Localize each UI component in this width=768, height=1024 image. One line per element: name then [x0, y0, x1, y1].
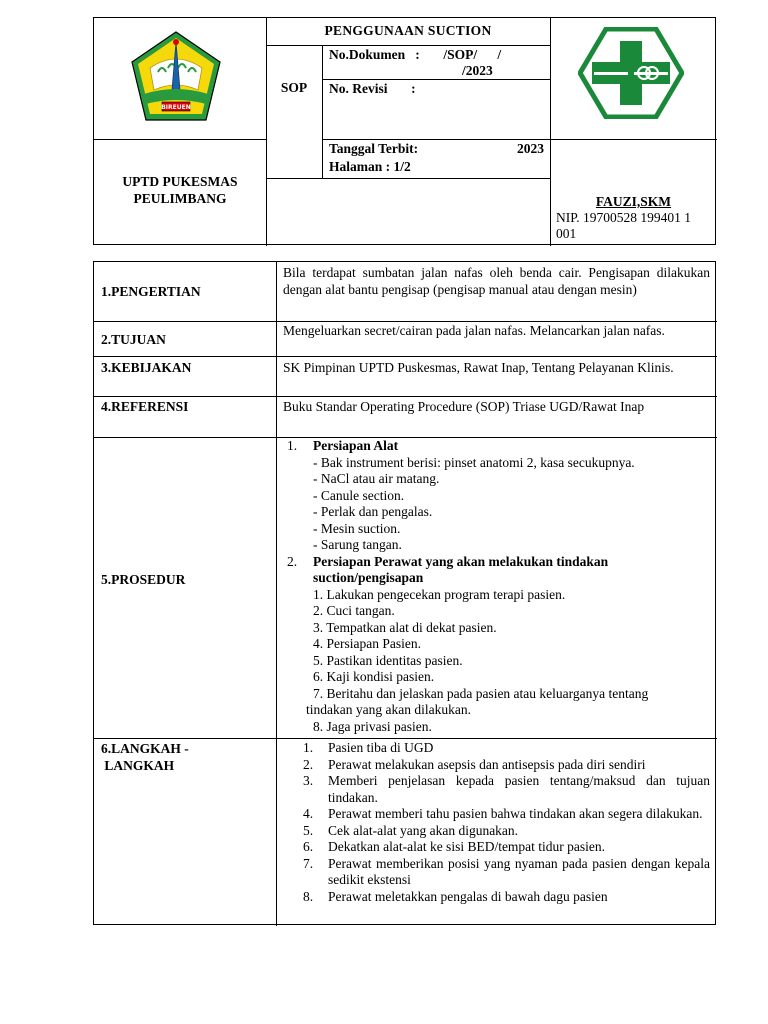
- step-number: 3.: [303, 773, 314, 788]
- step-number: 7.: [303, 855, 314, 871]
- prosedur-group-2: [283, 554, 713, 587]
- prosedur-group-1: [283, 438, 713, 455]
- list-item: 1. Lakukan pengecekan program terapi pasien.: [313, 586, 566, 602]
- langkah-label: [101, 741, 271, 774]
- list-item: 3. Tempatkan alat di dekat pasien.: [313, 619, 497, 635]
- langkah-steps: [283, 740, 710, 905]
- puskesmas-cross-logo-icon: [578, 27, 684, 119]
- document-header-table: [93, 17, 716, 245]
- list-item: 7. Beritahu dan jelaskan pada pasien atau keluarganya tentang: [313, 685, 649, 701]
- step-text: Perawat melakukan asepsis dan antisepsis pada diri sendiri: [328, 756, 646, 772]
- organization-name: [94, 174, 266, 207]
- step-text: Perawat memberikan posisi yang nyaman pada pasien dengan kepala sedikit ekstensi: [328, 855, 710, 887]
- step-number: 4.: [303, 806, 314, 821]
- langkah-label-line-2: LANGKAH: [101, 757, 175, 773]
- list-item: - Sarung tangan.: [313, 537, 402, 552]
- step-number: 2.: [303, 756, 314, 772]
- referensi-text: Buku Standar Operating Procedure (SOP) Triase UGD/Rawat Inap: [283, 399, 645, 414]
- step-row: [283, 740, 710, 757]
- step-row: [283, 839, 710, 856]
- list-item: - Perlak dan pengalas.: [313, 504, 433, 519]
- document-title: PENGGUNAAN SUCTION: [324, 23, 492, 38]
- step-text: Dekatkan alat-alat ke sisi BED/tempat tidur pasien.: [328, 839, 606, 854]
- referensi-label: 4.REFERENSI: [101, 399, 189, 414]
- step-number: 5.: [303, 822, 314, 838]
- signer-nip-line-1: NIP. 19700528 199401 1: [556, 210, 692, 225]
- step-text: Perawat memberi tahu pasien bahwa tindakan akan segera dilakukan.: [328, 806, 703, 821]
- step-row: [283, 823, 710, 840]
- list-item: - NaCl atau air matang.: [313, 471, 440, 486]
- signer-nip-line-2: 001: [556, 226, 577, 241]
- revision-number: No. Revisi :: [329, 81, 416, 96]
- list-item: 6. Kaji kondisi pasien.: [313, 669, 435, 684]
- step-number: 1.: [303, 740, 314, 755]
- list-item: 8. Jaga privasi pasien.: [313, 718, 432, 734]
- prosedur-group-1-number: 1.: [287, 438, 298, 453]
- prosedur-label: 5.PROSEDUR: [101, 572, 186, 587]
- sop-content-table: [93, 261, 716, 925]
- organization-line-2: PEULIMBANG: [133, 190, 227, 206]
- issue-date-label: Tanggal Terbit:: [329, 141, 419, 156]
- list-item: - Canule section.: [313, 487, 405, 503]
- list-item: - Bak instrument berisi: pinset anatomi 2, kasa secukupnya.: [313, 454, 635, 470]
- tujuan-text: Mengeluarkan secret/cairan pada jalan nafas. Melancarkan jalan nafas.: [283, 323, 665, 338]
- organization-line-1: UPTD PUKESMAS: [122, 174, 238, 189]
- list-item: 5. Pastikan identitas pasien.: [313, 652, 463, 668]
- prosedur-group-2-list: [283, 587, 713, 736]
- list-item: 2. Cuci tangan.: [313, 603, 395, 618]
- kebijakan-text: SK Pimpinan UPTD Puskesmas, Rawat Inap, Tentang Pelayanan Klinis.: [283, 360, 674, 375]
- step-text: Memberi penjelasan kepada pasien tentang/maksud dan tujuan tindakan.: [328, 773, 710, 805]
- step-row: [283, 856, 710, 889]
- svg-text:BIREUEN: BIREUEN: [161, 104, 191, 111]
- tujuan-label: 2.TUJUAN: [101, 332, 166, 347]
- document-number: No.Dokumen : /SOP/ /: [329, 47, 502, 62]
- kebijakan-label: 3.KEBIJAKAN: [101, 360, 192, 375]
- signer-name: FAUZI,SKM: [595, 194, 672, 209]
- prosedur-group-2-number: 2.: [287, 553, 298, 569]
- step-number: 8.: [303, 888, 314, 904]
- prosedur-group-2-title-line-2: suction/pengisapan: [313, 570, 424, 585]
- step-row: [283, 773, 710, 806]
- step-row: [283, 757, 710, 774]
- pengertian-text: Bila terdapat sumbatan jalan nafas oleh benda cair. Pengisapan dilakukan dengan alat bantu pengisap (pengisap manual atau dengan mesin): [283, 265, 710, 297]
- step-row: [283, 889, 710, 906]
- step-text: Pasien tiba di UGD: [328, 740, 434, 755]
- step-text: Perawat meletakkan pengalas di bawah dagu pasien: [328, 888, 608, 904]
- sop-label: SOP: [280, 80, 308, 95]
- step-row: [283, 806, 710, 823]
- list-item: - Mesin suction.: [313, 520, 401, 536]
- prosedur-group-2-title-line-1: Persiapan Perawat yang akan melakukan tindakan: [313, 553, 609, 569]
- step-text: Cek alat-alat yang akan digunakan.: [328, 822, 519, 838]
- list-item: 4. Persiapan Pasien.: [313, 636, 421, 651]
- step-number: 6.: [303, 839, 314, 854]
- document-year: /2023: [462, 63, 493, 78]
- pengertian-label: 1.PENGERTIAN: [101, 284, 201, 299]
- issue-date-value: 2023: [517, 141, 544, 156]
- prosedur-content: [283, 438, 713, 735]
- langkah-label-line-1: 6.LANGKAH -: [101, 741, 189, 756]
- prosedur-group-1-list: [283, 455, 713, 554]
- page-indicator: Halaman : 1/2: [329, 159, 411, 174]
- prosedur-group-1-title: Persiapan Alat: [313, 438, 399, 453]
- bireuen-logo-icon: [128, 28, 224, 126]
- list-item: tindakan yang akan dilakukan.: [306, 702, 471, 717]
